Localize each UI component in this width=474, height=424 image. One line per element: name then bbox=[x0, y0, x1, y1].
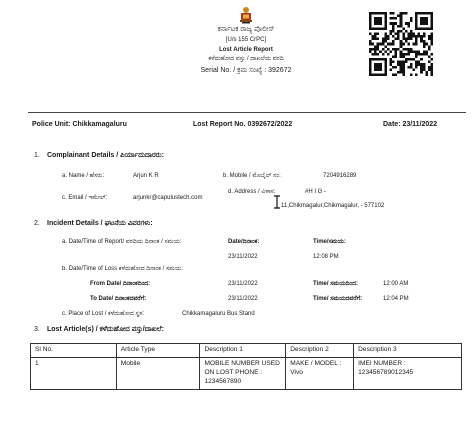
lost-articles-heading: Lost Article(s) / ಕಳೆದುಹೋದ ವಸ್ತು/ದಾಖಲೆ: bbox=[47, 326, 164, 333]
table-header-row bbox=[31, 344, 462, 358]
lost-articles-table bbox=[30, 343, 462, 390]
from-date-value: 23/11/2022 bbox=[228, 281, 258, 287]
report-datetime-label: a. Date/Time of Report/ ವರದಿಯ ದಿನಾಂಕ / ಸಮಯ: bbox=[62, 239, 182, 245]
address-line-2: 11,Chikmagalur,Chikmagalur, - 577102 bbox=[281, 203, 385, 209]
mobile-label: b. Mobile / ಮೊಬೈಲ್ ನಂ: bbox=[223, 173, 281, 179]
to-time-label: Time/ ಸಮಯದವರೆಗೆ: bbox=[313, 296, 363, 302]
report-date-value: 23/11/2022 bbox=[228, 254, 258, 260]
table-cell: Mobile bbox=[116, 357, 200, 389]
to-date-label: To Date/ ದಿನಾಂಕದವರೆಗೆ: bbox=[90, 296, 147, 302]
loss-datetime-label: b. Date/Time of Loss ಕಳೆದುಹೋದ ದಿನಾಂಕ / ಸಮಯ: bbox=[62, 266, 183, 272]
table-cell: MAKE / MODEL : Vivo bbox=[286, 357, 354, 389]
karnataka-emblem-icon bbox=[238, 6, 254, 24]
table-header-cell: Sl No. bbox=[31, 344, 117, 358]
place-value: Chikkamagaluru Bus Stand bbox=[182, 311, 255, 317]
address-value: #H I G - bbox=[305, 189, 327, 195]
incident-heading: Incident Details / ಘಟನೆಯ ವಿವರಗಳು: bbox=[47, 220, 153, 227]
time-column-label: Time/ಸಮಯ: bbox=[313, 239, 346, 245]
from-time-value: 12:00 AM bbox=[383, 281, 409, 287]
report-title: Lost Article Report bbox=[219, 47, 273, 53]
name-value: Arjun K R bbox=[133, 173, 159, 179]
department-name: ಕರ್ನಾಟಕ ರಾಜ್ಯ ಪೊಲೀಸ್ bbox=[217, 26, 275, 33]
table-header-cell: Article Type bbox=[116, 344, 200, 358]
section-number: 1. bbox=[34, 152, 40, 159]
section-number: 3. bbox=[34, 326, 40, 333]
name-label: a. Name / ಹೆಸರು: bbox=[62, 173, 105, 179]
complainant-heading: Complainant Details / ಪಿರ್ಯಾದುದಾರರು: bbox=[47, 152, 164, 159]
section-number: 2. bbox=[34, 220, 40, 227]
table-row bbox=[31, 357, 462, 389]
lost-report-number: Lost Report No. 0392672/2022 bbox=[193, 121, 293, 128]
table-cell: IMEI NUMBER : 123456789012345 bbox=[354, 357, 462, 389]
table-header-cell: Description 1 bbox=[200, 344, 286, 358]
from-time-label: Time/ ಸಮಯದಿಂದ: bbox=[313, 281, 358, 287]
serial-number: Serial No. / ಕ್ರಮ ಸಂಖ್ಯೆ : 392672 bbox=[200, 67, 292, 74]
mobile-value: 7204916289 bbox=[323, 173, 357, 179]
table-header-cell: Description 2 bbox=[286, 344, 354, 358]
address-label: d. Address / ವಿಳಾಸ: bbox=[228, 189, 276, 195]
crpc-section: [U/s 155 CrPC] bbox=[225, 37, 267, 43]
table-cell: 1 bbox=[31, 357, 117, 389]
email-value: arjunkr@capulustech.com bbox=[133, 195, 203, 201]
report-date: Date: 23/11/2022 bbox=[383, 121, 438, 128]
report-title-kannada: ಕಳೆದುಹೋದ ವಸ್ತು / ದಾಖಲೆಯ ವರದಿ bbox=[208, 56, 284, 62]
text-cursor-icon bbox=[273, 195, 281, 209]
report-time-value: 12:08 PM bbox=[313, 254, 339, 260]
from-date-label: From Date/ ದಿನಾಂಕದಿಂದ: bbox=[90, 281, 151, 287]
table-cell: MOBILE NUMBER USED ON LOST PHONE : 1234567890 bbox=[200, 357, 286, 389]
place-label: c. Place of Lost / ಕಳೆದುಹೋದ ಸ್ಥಳ: bbox=[62, 311, 145, 317]
to-date-value: 23/11/2022 bbox=[228, 296, 258, 302]
qr-code-icon bbox=[369, 12, 433, 76]
date-column-label: Date/ದಿನಾಂಕ: bbox=[228, 239, 260, 245]
to-time-value: 12:04 PM bbox=[383, 296, 409, 302]
email-label: c. Email / ಇಮೇಲ್: bbox=[62, 195, 108, 201]
header-divider bbox=[28, 112, 466, 113]
table-header-cell: Description 3 bbox=[354, 344, 462, 358]
police-unit: Police Unit: Chikkamagaluru bbox=[32, 121, 127, 128]
